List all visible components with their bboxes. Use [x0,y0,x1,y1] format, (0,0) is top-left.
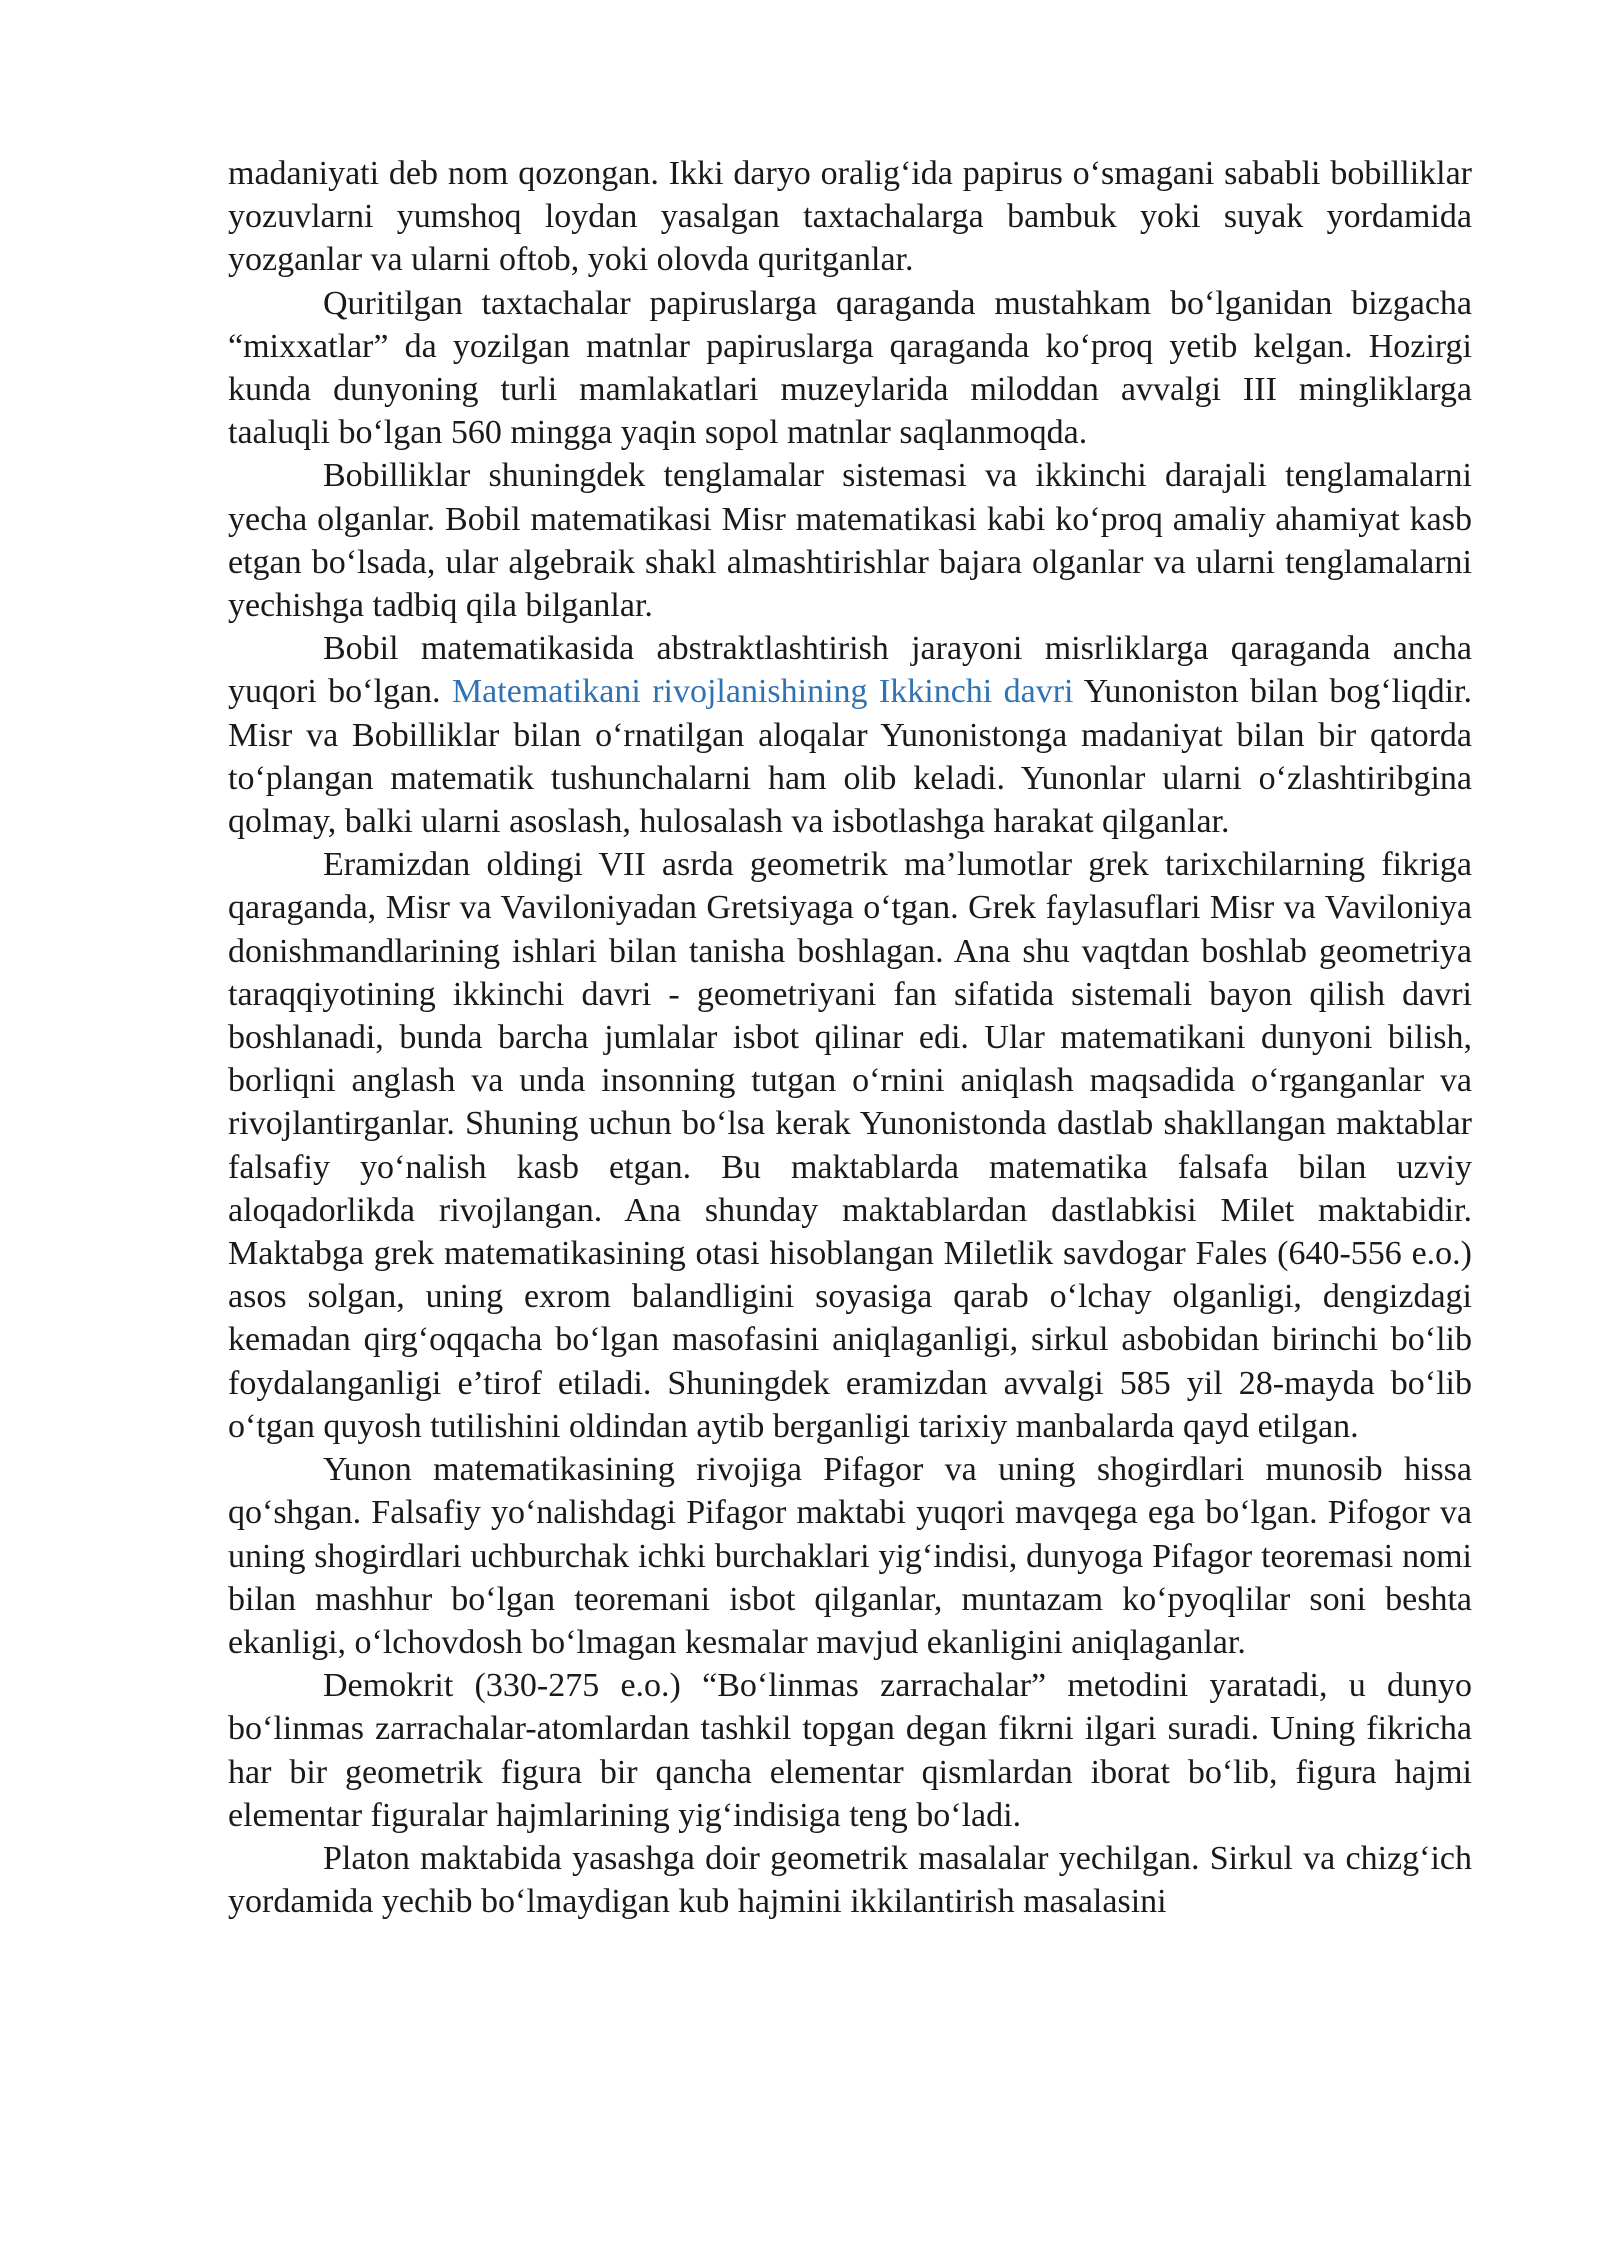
paragraph-4-text-after: Yunoniston bilan bog‘liqdir. Misr va Bobilliklar bilan o‘rnatilgan aloqalar Yunonistonga madaniyat bilan bir qatorda to‘plangan matematik tushunchalarni ham olib keladi. Yunonlar ularni o‘zlashtiribgina qolmay, balki ularni asoslash, hulosalash va isbotlashga harakat qilganlar. [228,673,1472,841]
paragraph-4-text-before: Bobil matematikasida abstraktlashtirish jarayoni misrliklarga qaraganda ancha yuqori bo‘lgan. [228,630,1472,711]
paragraph-4 [228,627,1472,843]
paragraph-7: Demokrit (330-275 e.o.) “Bo‘linmas zarrachalar” metodini yaratadi, u dunyo bo‘linmas zarrachalar-atomlardan tashkil topgan degan fikrni ilgari suradi. Uning fikricha har bir geometrik figura bir qancha elementar qismlardan iborat bo‘lib, figura hajmi elementar figuralar hajmlarining yig‘indisiga teng bo‘ladi. [228,1667,1472,1834]
paragraph-1: madaniyati deb nom qozongan. Ikki daryo oralig‘ida papirus o‘smagani sababli bobilliklar yozuvlarni yumshoq loydan yasalgan taxtachalarga bambuk yoki suyak yordamida yozganlar va ularni oftob, yoki olovda quritganlar. [228,155,1472,279]
paragraph-6: Yunon matematikasining rivojiga Pifagor va uning shogirdlari munosib hissa qo‘shgan. Falsafiy yo‘nalishdagi Pifagor maktabi yuqori mavqega ega bo‘lgan. Pifogor va uning shogirdlari uchburchak ichki burchaklari yig‘indisi, dunyoga Pifagor teoremasi nomi bilan mashhur bo‘lgan teoremani isbot qilganlar, muntazam ko‘pyoqlilar soni beshta ekanligi, o‘lchovdosh bo‘lmagan kesmalar mavjud ekanligini aniqlaganlar. [228,1451,1472,1661]
paragraph-8: Platon maktabida yasashga doir geometrik masalalar yechilgan. Sirkul va chizg‘ich yordamida yechib bo‘lmaydigan kub hajmini ikkilantirish masalasini [228,1839,1472,1921]
paragraph-5: Eramizdan oldingi VII asrda geometrik ma’lumotlar grek tarixchilarning fikriga qaraganda, Misr va Vaviloniyadan Gretsiyaga o‘tgan. Grek faylasuflari Misr va Vaviloniya donishmandlarining ishlari bilan tanisha boshlagan. Ana shu vaqtdan boshlab geometriya taraqqiyotining ikkinchi davri - geometriyani fan sifatida sistemali bayon qilish davri boshlanadi, bunda barcha jumlalar isbot qilinar edi. Ular matematikani dunyoni bilish, borliqni anglash va unda insonning tutgan o‘rnini aniqlash maqsadida o‘rganganlar va rivojlantirganlar. Shuning uchun bo‘lsa kerak Yunonistonda dastlab shakllangan maktablar falsafiy yo‘nalish kasb etgan. Bu maktablarda matematika falsafa bilan uzviy aloqadorlikda rivojlangan. Ana shunday maktablardan dastlabkisi Milet maktabidir. Maktabga grek matematikasining otasi hisoblangan Miletlik savdogar Fales (640-556 e.o.) asos solgan, uning exrom balandligini soyasiga qarab o‘lchay olganligi, dengizdagi kemadan qirg‘oqqacha bo‘lgan masofasini aniqlaganligi, sirkul asbobidan birinchi bo‘lib foydalanganligi e’tirof etiladi. Shuningdek eramizdan avvalgi 585 yil 28-mayda bo‘lib o‘tgan quyosh tutilishini oldindan aytib berganligi tarixiy manbalarda qayd etilgan. [228,846,1472,1445]
section-link[interactable]: Matematikani rivojlanishining Ikkinchi davri [451,673,1074,711]
document-page [228,152,1472,1923]
paragraph-2: Quritilgan taxtachalar papiruslarga qaraganda mustahkam bo‘lganidan bizgacha “mixxatlar” da yozilgan matnlar papiruslarga qaraganda ko‘proq yetib kelgan. Hozirgi kunda dunyoning turli mamlakatlari muzeylarida miloddan avvalgi III mingliklarga taaluqli bo‘lgan 560 mingga yaqin sopol matnlar saqlanmoqda. [228,284,1472,452]
paragraph-3: Bobilliklar shuningdek tenglamalar sistemasi va ikkinchi darajali tenglamalarni yecha olganlar. Bobil matematikasi Misr matematikasi kabi ko‘proq amaliy ahamiyat kasb etgan bo‘lsada, ular algebraik shakl almashtirishlar bajara olganlar va ularni tenglamalarni yechishga tadbiq qila bilganlar. [228,457,1472,625]
